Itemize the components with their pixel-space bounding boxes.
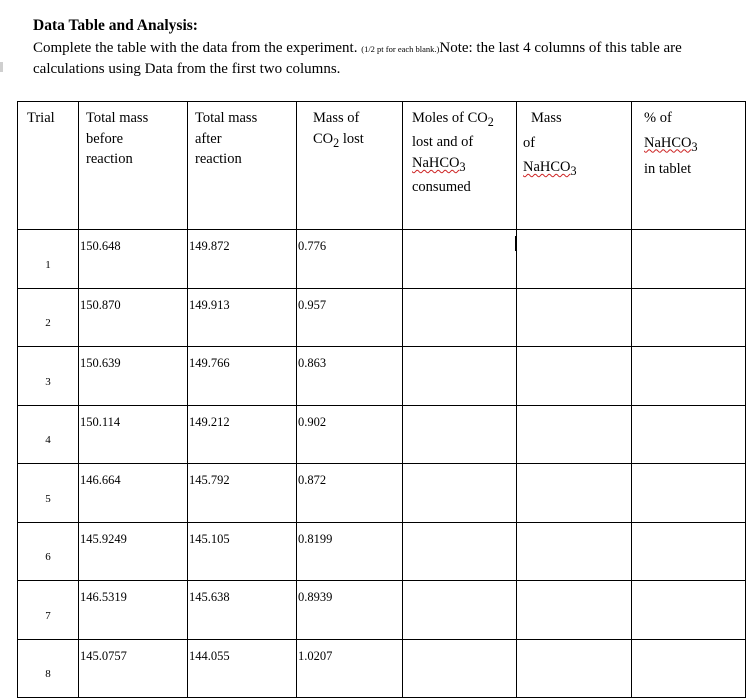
trial-number: 2 bbox=[18, 288, 79, 347]
co2-value: 0.902 bbox=[298, 414, 327, 429]
trial-number: 7 bbox=[18, 581, 79, 640]
header-co2-line bbox=[313, 129, 402, 153]
after-value: 145.792 bbox=[189, 473, 230, 487]
mass-cell[interactable] bbox=[517, 405, 632, 464]
after-value: 149.913 bbox=[189, 297, 230, 312]
instructions-note: Note: the last 4 columns of this table are calculations using Data from the first two columns. bbox=[33, 40, 682, 77]
header-moles-line bbox=[412, 108, 516, 132]
percent-cell[interactable] bbox=[632, 288, 746, 347]
before-cell[interactable] bbox=[79, 639, 188, 698]
header-pct-line: in tablet bbox=[644, 160, 692, 177]
header-row bbox=[18, 102, 746, 230]
after-cell[interactable] bbox=[188, 639, 297, 698]
before-value: 150.114 bbox=[80, 414, 121, 429]
table-row bbox=[18, 639, 746, 698]
before-value: 150.648 bbox=[80, 239, 121, 253]
before-value: 150.870 bbox=[80, 297, 121, 312]
after-value: 149.766 bbox=[189, 356, 230, 370]
header-moles-line bbox=[412, 153, 516, 177]
co2-value: 0.8939 bbox=[298, 590, 333, 604]
before-value: 145.0757 bbox=[80, 648, 127, 663]
text-cursor bbox=[515, 236, 516, 251]
before-cell[interactable] bbox=[79, 581, 188, 640]
co2-value: 0.8199 bbox=[298, 531, 333, 546]
table-row bbox=[18, 347, 746, 406]
header-pct-nahco3 bbox=[644, 134, 698, 154]
before-cell[interactable] bbox=[79, 405, 188, 464]
moles-cell[interactable] bbox=[403, 230, 517, 289]
before-value: 146.5319 bbox=[80, 590, 127, 604]
trial-number: 6 bbox=[18, 522, 79, 581]
after-cell[interactable] bbox=[188, 347, 297, 406]
percent-cell[interactable] bbox=[632, 347, 746, 406]
after-value: 149.872 bbox=[189, 239, 230, 253]
before-value: 146.664 bbox=[80, 473, 121, 487]
mass-cell[interactable] bbox=[517, 464, 632, 523]
header-moles-line: lost and of bbox=[412, 134, 474, 151]
instructions-points: (1/2 pt for each blank.) bbox=[361, 44, 440, 54]
before-cell[interactable] bbox=[79, 288, 188, 347]
header-trial-label: Trial bbox=[27, 110, 55, 126]
header-pct-line: % of bbox=[644, 110, 672, 126]
before-cell[interactable] bbox=[79, 347, 188, 406]
header-mass-line: Mass bbox=[531, 110, 562, 126]
co2-value: 0.863 bbox=[298, 356, 327, 370]
percent-cell[interactable] bbox=[632, 522, 746, 581]
mass-cell[interactable] bbox=[517, 288, 632, 347]
co2-cell[interactable] bbox=[297, 405, 403, 464]
moles-cell[interactable] bbox=[403, 581, 517, 640]
co2-cell[interactable] bbox=[297, 464, 403, 523]
before-value: 145.9249 bbox=[80, 531, 127, 546]
co2-value: 1.0207 bbox=[298, 648, 333, 663]
co2-cell[interactable] bbox=[297, 230, 403, 289]
header-pct-line bbox=[644, 129, 745, 157]
header-mass-co2-lost bbox=[297, 102, 403, 230]
header-mass-nahco3-text: NaHCO bbox=[523, 159, 571, 175]
percent-cell[interactable] bbox=[632, 581, 746, 640]
trial-number: 3 bbox=[18, 347, 79, 406]
header-mass-line bbox=[523, 153, 631, 181]
after-cell[interactable] bbox=[188, 288, 297, 347]
before-cell[interactable] bbox=[79, 230, 188, 289]
trial-number: 8 bbox=[18, 639, 79, 698]
table-row bbox=[18, 464, 746, 523]
margin-marker bbox=[0, 62, 3, 72]
after-cell[interactable] bbox=[188, 230, 297, 289]
header-mass-nahco3 bbox=[523, 159, 577, 178]
before-cell[interactable] bbox=[79, 522, 188, 581]
percent-cell[interactable] bbox=[632, 639, 746, 698]
header-moles-nahco3-text: NaHCO bbox=[412, 154, 460, 171]
table-row bbox=[18, 522, 746, 581]
co2-value: 0.776 bbox=[298, 239, 327, 253]
moles-cell[interactable] bbox=[403, 405, 517, 464]
header-moles-line: consumed bbox=[412, 179, 471, 196]
moles-cell[interactable] bbox=[403, 639, 517, 698]
header-before-line: Total mass bbox=[86, 110, 149, 126]
header-after-line: reaction bbox=[195, 151, 242, 167]
header-moles-nahco3 bbox=[412, 154, 466, 174]
header-moles-text: Moles of CO bbox=[412, 110, 488, 126]
header-total-mass-before bbox=[79, 102, 188, 230]
moles-cell[interactable] bbox=[403, 288, 517, 347]
percent-cell[interactable] bbox=[632, 405, 746, 464]
header-moles-sub: 2 bbox=[487, 114, 494, 129]
header-total-mass-after bbox=[188, 102, 297, 230]
co2-cell[interactable] bbox=[297, 347, 403, 406]
after-value: 149.212 bbox=[189, 414, 230, 429]
after-value: 145.638 bbox=[189, 590, 230, 604]
mass-cell[interactable] bbox=[517, 347, 632, 406]
header-co2-sub: 2 bbox=[333, 135, 340, 150]
header-mass-nahco3 bbox=[517, 102, 632, 230]
percent-cell[interactable] bbox=[632, 464, 746, 523]
header-moles-nahco3-sub: 3 bbox=[459, 159, 466, 174]
table-row bbox=[18, 288, 746, 347]
table-row bbox=[18, 581, 746, 640]
document-heading: Data Table and Analysis: bbox=[33, 17, 198, 34]
data-table bbox=[17, 101, 746, 698]
moles-cell[interactable] bbox=[403, 522, 517, 581]
header-pct-nahco3-text: NaHCO bbox=[644, 134, 692, 151]
trial-number: 5 bbox=[18, 464, 79, 523]
mass-cell[interactable] bbox=[517, 230, 632, 289]
header-percent-nahco3 bbox=[632, 102, 746, 230]
moles-cell[interactable] bbox=[403, 347, 517, 406]
co2-value: 0.957 bbox=[298, 297, 327, 312]
after-cell[interactable] bbox=[188, 522, 297, 581]
instructions bbox=[33, 38, 733, 79]
table-row bbox=[18, 230, 746, 289]
header-trial bbox=[18, 102, 79, 230]
header-after-line: after bbox=[195, 130, 222, 147]
mass-cell[interactable] bbox=[517, 581, 632, 640]
header-mass-nahco3-sub: 3 bbox=[570, 163, 577, 178]
instructions-lead: Complete the table with the data from the experiment. bbox=[33, 40, 358, 56]
trial-number: 1 bbox=[18, 230, 79, 289]
after-cell[interactable] bbox=[188, 464, 297, 523]
after-value: 145.105 bbox=[189, 531, 230, 546]
before-value: 150.639 bbox=[80, 356, 121, 370]
after-cell[interactable] bbox=[188, 581, 297, 640]
co2-cell[interactable] bbox=[297, 581, 403, 640]
trial-number: 4 bbox=[18, 405, 79, 464]
header-pct-nahco3-sub: 3 bbox=[691, 139, 698, 154]
co2-cell[interactable] bbox=[297, 288, 403, 347]
header-co2-tail: lost bbox=[339, 130, 364, 147]
moles-cell[interactable] bbox=[403, 464, 517, 523]
mass-cell[interactable] bbox=[517, 522, 632, 581]
co2-cell[interactable] bbox=[297, 639, 403, 698]
mass-cell[interactable] bbox=[517, 639, 632, 698]
table-row bbox=[18, 405, 746, 464]
header-co2-line: Mass of bbox=[313, 110, 360, 126]
co2-value: 0.872 bbox=[298, 473, 327, 487]
header-mass-line: of bbox=[523, 134, 536, 151]
header-co2-text: CO bbox=[313, 130, 334, 147]
co2-cell[interactable] bbox=[297, 522, 403, 581]
header-moles bbox=[403, 102, 517, 230]
header-before-line: before bbox=[86, 130, 124, 147]
header-before-line: reaction bbox=[86, 151, 133, 167]
after-value: 144.055 bbox=[189, 648, 230, 663]
before-cell[interactable] bbox=[79, 464, 188, 523]
after-cell[interactable] bbox=[188, 405, 297, 464]
percent-cell[interactable] bbox=[632, 230, 746, 289]
header-after-line: Total mass bbox=[195, 110, 258, 126]
